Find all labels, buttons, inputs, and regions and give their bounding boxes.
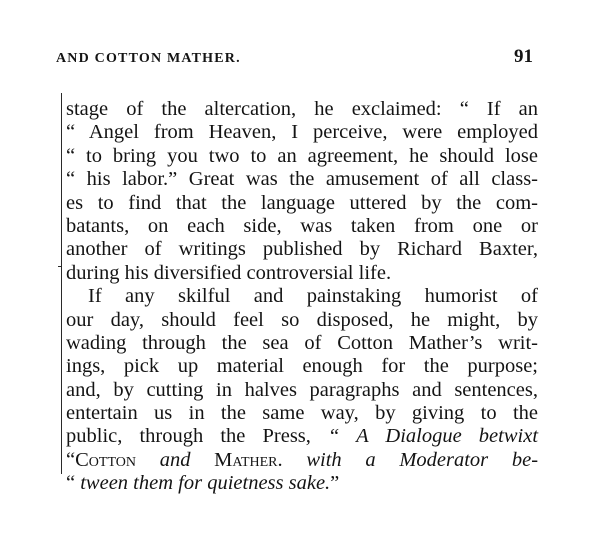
text-line-14: entertain us in the same way, by giving to the bbox=[66, 402, 538, 425]
text-line-13: and, by cutting in halves paragraphs and sentences, bbox=[66, 378, 538, 401]
text-line-3: “ to bring you two to an agreement, he should lose bbox=[66, 144, 538, 167]
text-line-6: batants, on each side, was taken from one or bbox=[66, 214, 538, 237]
text-line-15-a: public, through the Press, bbox=[66, 425, 311, 448]
text-line-16-quote: “ bbox=[66, 448, 76, 471]
name-cotton: Cotton bbox=[75, 448, 136, 471]
text-line-7: another of writings published by Richard Baxter, bbox=[66, 238, 538, 261]
text-line-4: “ his labor.” Great was the amusement of all class- bbox=[66, 168, 538, 191]
dialogue-title-start: “ A Dialogue betwixt bbox=[328, 425, 539, 448]
text-line-12: ings, pick up material enough for the purpose; bbox=[66, 355, 538, 378]
text-line-11: wading through the sea of Cotton Mather’s writ- bbox=[66, 331, 538, 354]
page-number: 91 bbox=[514, 46, 533, 67]
closing-quote: ” bbox=[330, 472, 340, 495]
text-line-17 bbox=[66, 472, 538, 495]
text-line-10: our day, should feel so disposed, he might, by bbox=[66, 308, 538, 331]
running-head: AND COTTON MATHER. bbox=[56, 51, 241, 66]
text-line-8: during his diversified controversial life. bbox=[66, 261, 392, 284]
name-mather: Mather. bbox=[214, 448, 283, 471]
text-line-9: If any skilful and painstaking humorist of bbox=[88, 285, 538, 308]
text-line-2: “ Angel from Heaven, I perceive, were employed bbox=[66, 121, 538, 144]
dialogue-title-end: tween them for quietness sake. bbox=[80, 472, 331, 495]
text-line-5: es to find that the language uttered by the com- bbox=[66, 191, 538, 214]
margin-rule bbox=[61, 93, 62, 474]
text-line-16 bbox=[66, 449, 538, 472]
body-text bbox=[66, 98, 538, 496]
word-and: and bbox=[159, 448, 191, 471]
moderator-phrase: with a Moderator be- bbox=[306, 448, 539, 471]
margin-tick bbox=[58, 266, 62, 267]
text-line-17-quote: “ bbox=[66, 472, 76, 495]
text-line-15 bbox=[66, 425, 538, 448]
text-line-1: stage of the altercation, he exclaimed: “ If an bbox=[66, 98, 538, 120]
